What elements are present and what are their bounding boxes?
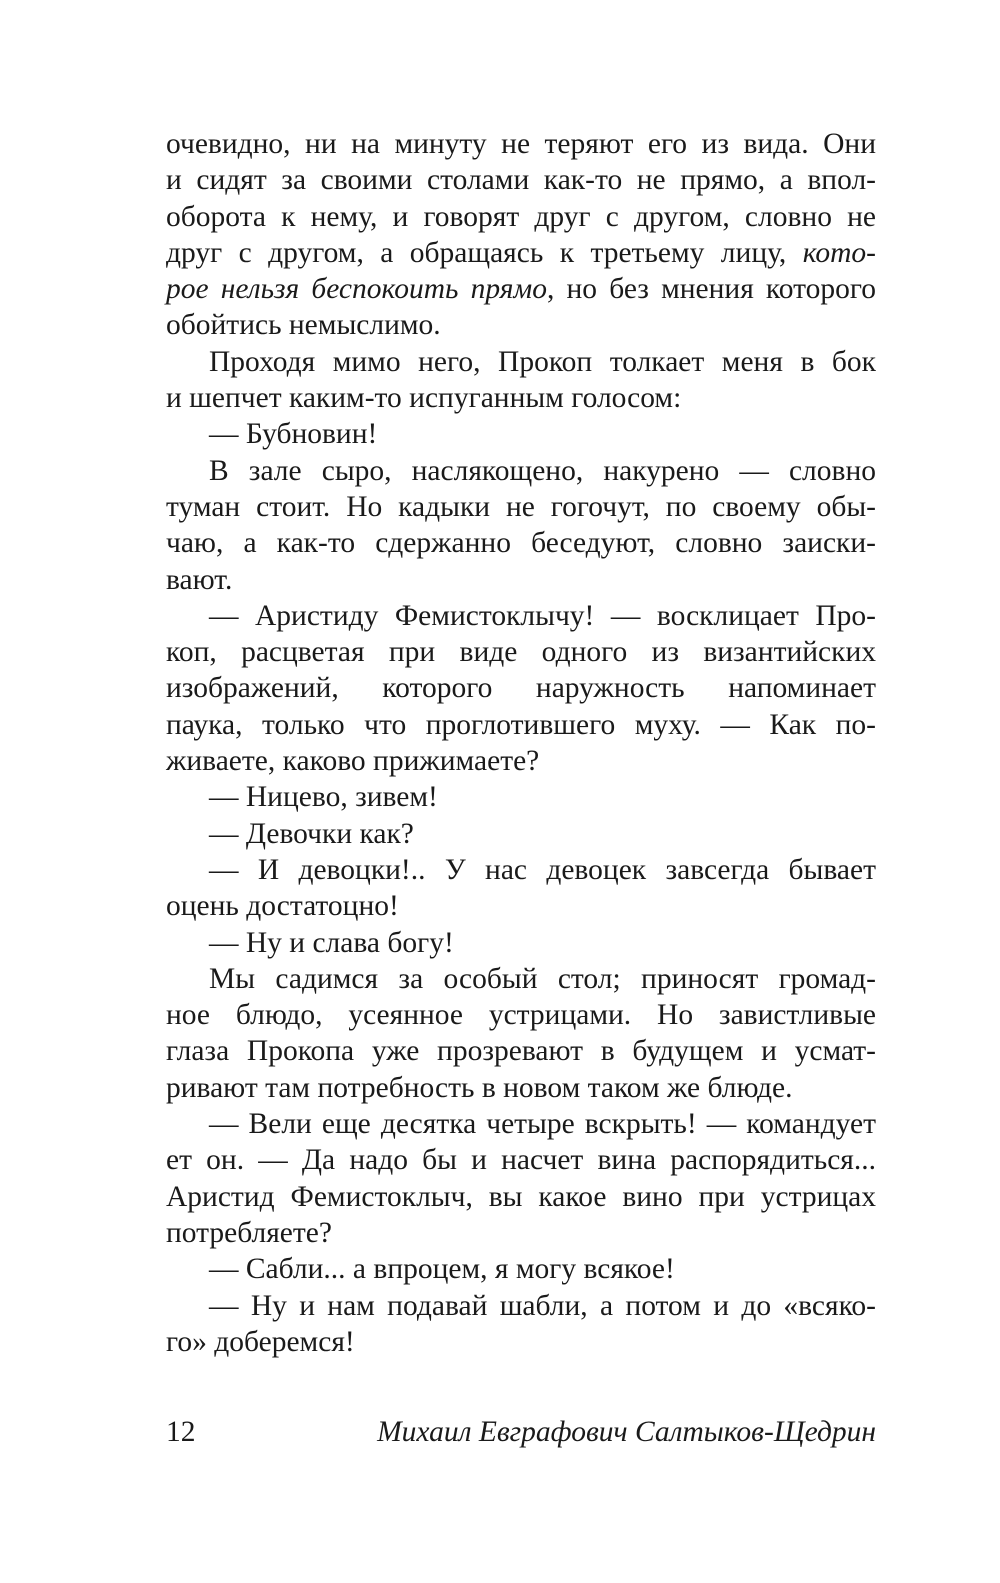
text-line: паука, только что проглотившего муху. — Как по- bbox=[166, 708, 876, 741]
dialogue-line: — Вели еще десятка четыре вскрыть! — командует bbox=[209, 1108, 876, 1141]
dialogue-line: — Ницево, зивем! bbox=[209, 781, 438, 814]
text-line: и сидят за своими столами как-то не прямо, а впол- bbox=[166, 164, 876, 197]
text-line: Проходя мимо него, Прокоп толкает меня в бок bbox=[209, 345, 876, 378]
dialogue-line: — Ну и нам подавай шабли, а потом и до «всяко- bbox=[209, 1289, 876, 1322]
text-line: В зале сыро, наслякощено, накурено — словно bbox=[209, 454, 876, 487]
text-fragment: , но без мнения которого bbox=[547, 273, 876, 306]
dialogue-line: — Девочки как? bbox=[209, 817, 414, 850]
text-line: живаете, каково прижимаете? bbox=[166, 745, 540, 778]
text-line bbox=[166, 271, 876, 307]
text-line: обойтись немыслимо. bbox=[166, 309, 441, 342]
page-number: 12 bbox=[166, 1416, 196, 1448]
text-line: глаза Прокопа уже прозревают в будущем и усмат- bbox=[166, 1035, 876, 1068]
dialogue-line: — И девоцки!.. У нас девоцек завсегда бывает bbox=[209, 853, 876, 886]
text-line: ет он. — Да надо бы и насчет вина распорядиться... bbox=[166, 1144, 876, 1177]
italic-fragment: рое нельзя беспокоить прямо bbox=[166, 273, 547, 306]
text-line: чаю, а как-то сдержанно беседуют, словно заиски- bbox=[166, 527, 876, 560]
page-body-text bbox=[166, 126, 876, 1360]
text-line: оборота к нему, и говорят друг с другом, словно не bbox=[166, 200, 876, 233]
dialogue-line: — Сабли... а впроцем, я могу всякое! bbox=[209, 1253, 675, 1286]
text-line: Аристид Фемистоклыч, вы какое вино при устрицах bbox=[166, 1180, 876, 1213]
text-line: и шепчет каким-то испуганным голосом: bbox=[166, 382, 682, 415]
text-line: го» доберемся! bbox=[166, 1325, 355, 1358]
text-line: потребляете? bbox=[166, 1216, 332, 1249]
text-line: оцень достатоцно! bbox=[166, 890, 399, 923]
italic-fragment: кото- bbox=[802, 236, 877, 269]
text-line: Мы садимся за особый стол; приносят громад- bbox=[209, 962, 876, 995]
text-line: очевидно, ни на минуту не теряют его из вида. Они bbox=[166, 128, 876, 160]
dialogue-line: — Бубновин! bbox=[209, 418, 378, 451]
dialogue-line: — Ну и слава богу! bbox=[209, 926, 454, 959]
text-line: коп, расцветая при виде одного из византийских bbox=[166, 636, 876, 669]
text-fragment: друг с другом, а обращаясь к третьему лицу, bbox=[166, 236, 787, 269]
dialogue-line: — Аристиду Фемистоклычу! — восклицает Про- bbox=[209, 599, 876, 632]
running-footer-author: Михаил Евграфович Салтыков-Щедрин bbox=[377, 1416, 876, 1448]
text-line: ное блюдо, усеянное устрицами. Но завистливые bbox=[166, 999, 876, 1032]
text-line: ривают там потребность в новом таком же блюде. bbox=[166, 1071, 793, 1104]
text-line: туман стоит. Но кадыки не гогочут, по своему обы- bbox=[166, 490, 876, 523]
text-line: изображений, которого наружность напоминает bbox=[166, 672, 876, 705]
text-line: вают. bbox=[166, 563, 233, 596]
text-line bbox=[166, 235, 876, 271]
